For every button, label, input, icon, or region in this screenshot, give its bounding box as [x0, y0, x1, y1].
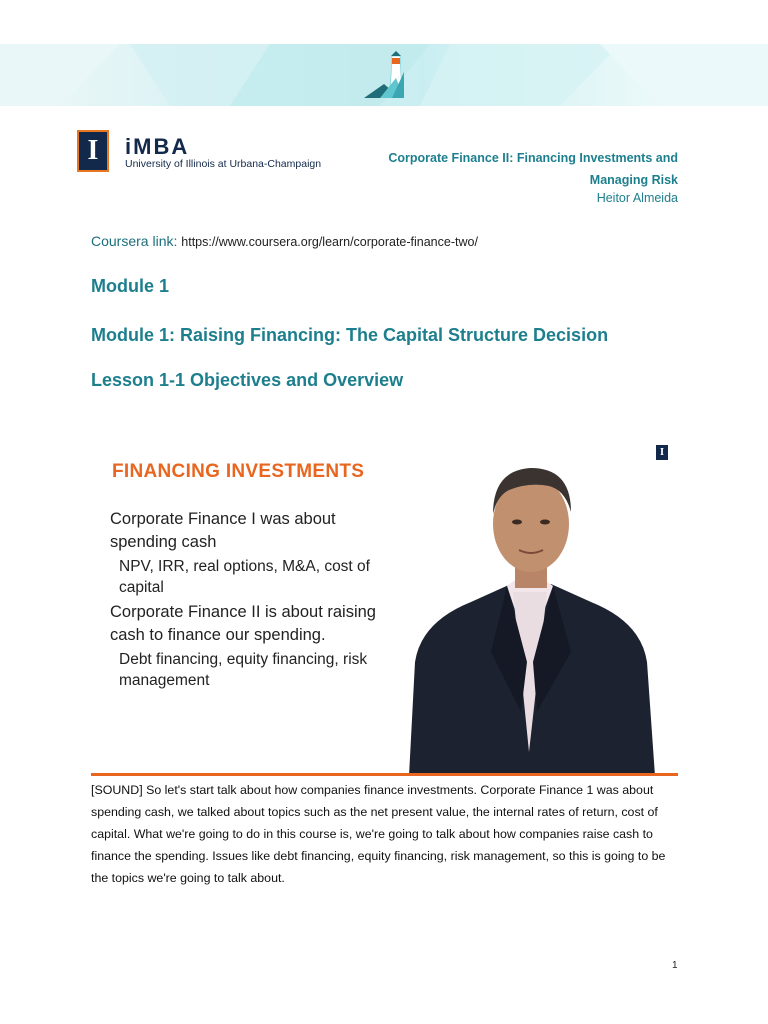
coursera-link-url[interactable]: https://www.coursera.org/learn/corporate-finance-two/: [181, 235, 478, 249]
slide-subbullet: capital: [119, 579, 164, 596]
illinois-logo-icon: I: [77, 130, 109, 172]
lecture-video-frame[interactable]: [91, 440, 678, 776]
page-number: 1: [672, 960, 678, 971]
presenter-image: [401, 452, 671, 776]
module-title-heading: Module 1: Raising Financing: The Capital Structure Decision: [91, 325, 609, 345]
slide-bullet: Corporate Finance II is about raising: [110, 603, 376, 621]
banner-graphic: [0, 44, 768, 106]
lesson-heading: Lesson 1-1 Objectives and Overview: [91, 370, 404, 390]
course-author: Heitor Almeida: [596, 191, 678, 205]
slide-bullet: cash to finance our spending.: [110, 626, 326, 644]
transcript-text: [SOUND] So let's start talk about how companies finance investments. Corporate Finance 1 was about spending cash, we talked about topics such as the net present value, the internal rates of return, cost of capital. What we're going to do in this course is, we're going to talk about how companies raise cash to finance the spending. Issues like debt financing, equity financing, risk management, so this is going to be the topics we're going to talk about.: [91, 783, 666, 885]
header-banner: [0, 44, 768, 106]
imba-subtitle: University of Illinois at Urbana-Champaign: [125, 158, 322, 170]
slide-subbullet: management: [119, 672, 210, 689]
slide-bullet: spending cash: [110, 533, 217, 551]
slide-title: FINANCING INVESTMENTS: [112, 461, 365, 482]
slide-subbullet: Debt financing, equity financing, risk: [119, 651, 368, 668]
slide-illinois-icon: I: [656, 445, 668, 460]
slide-divider: [91, 773, 678, 776]
coursera-link-line: [91, 233, 478, 249]
imba-title: iMBA: [125, 134, 190, 159]
slide-bullet: Corporate Finance I was about: [110, 510, 336, 528]
course-title: Corporate Finance II: Financing Investments and Managing Risk: [388, 151, 678, 187]
coursera-link-label: Coursera link:: [91, 233, 178, 249]
module-heading: Module 1: [91, 276, 170, 296]
slide-subbullet: NPV, IRR, real options, M&A, cost of: [119, 558, 370, 575]
